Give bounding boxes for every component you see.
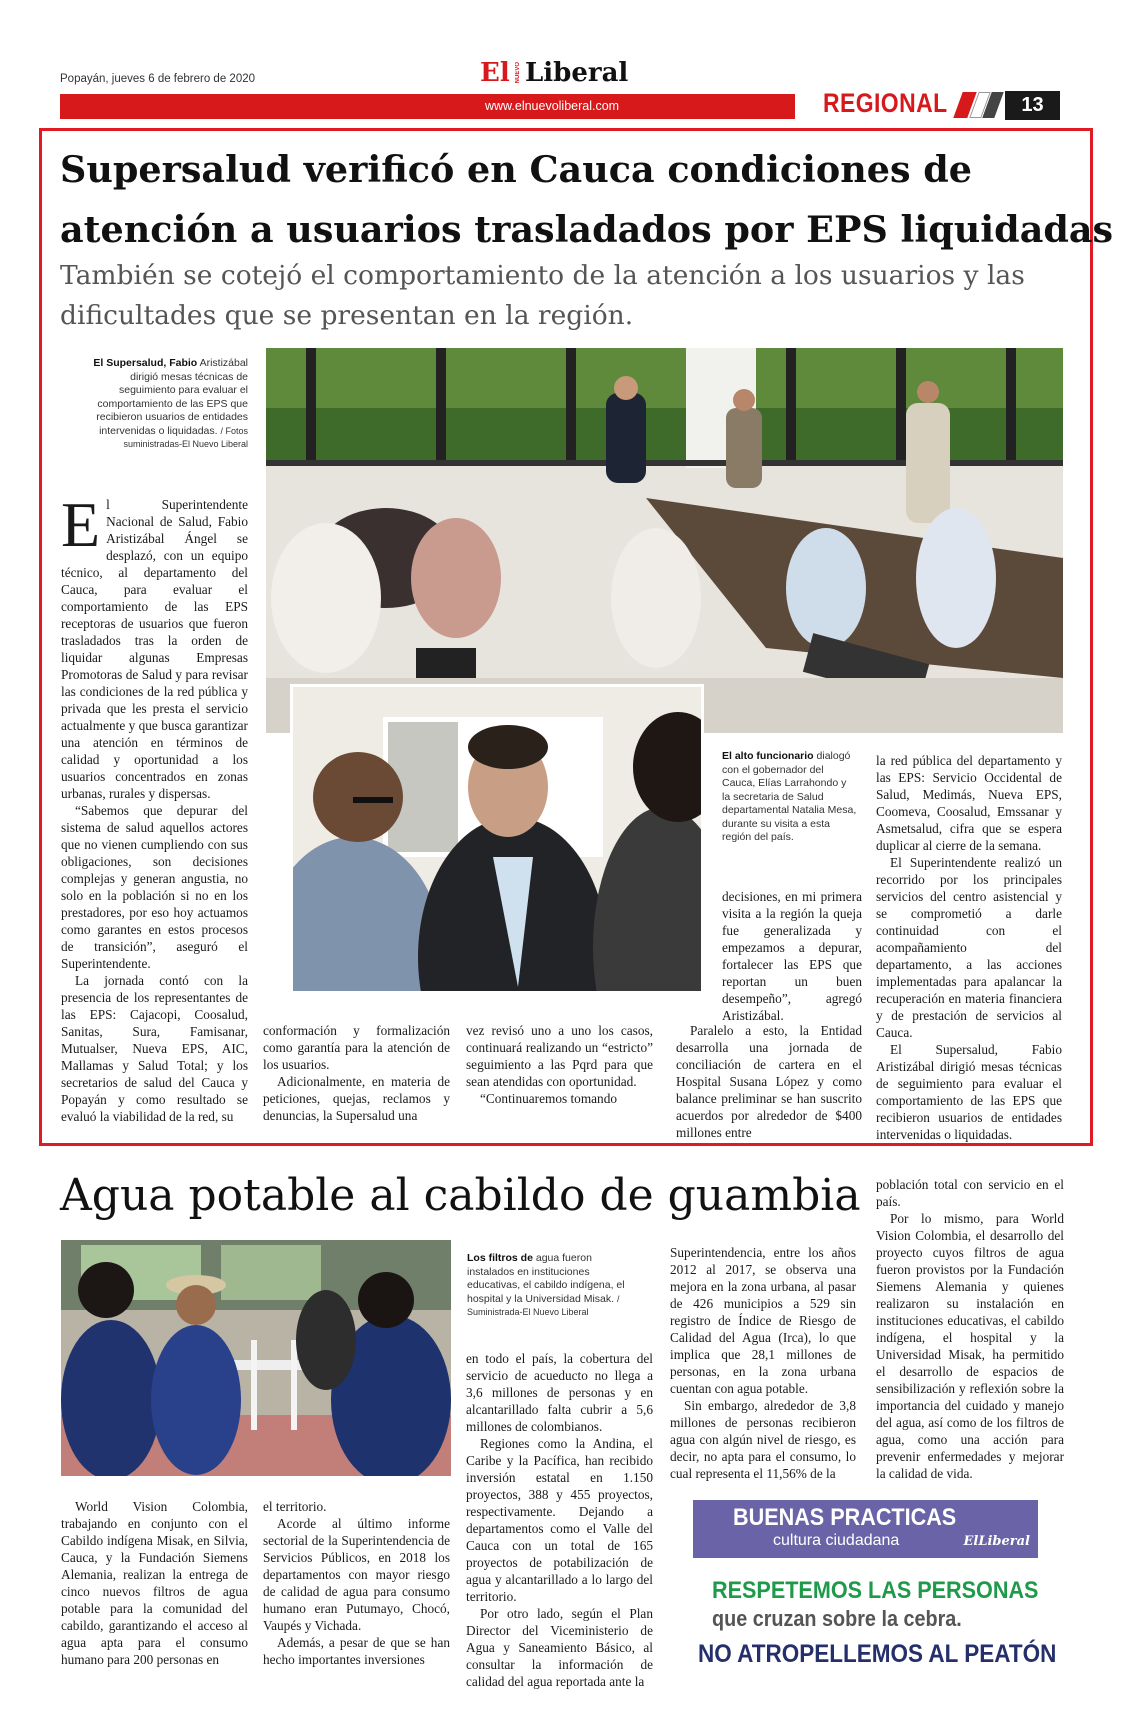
paragraph: población total con servicio en el país.: [876, 1177, 1064, 1209]
article1-column-1: [61, 489, 248, 1125]
page-number: 13: [1005, 91, 1060, 120]
caption-credit: / Suministrada-El Nuevo Liberal: [467, 1293, 620, 1317]
paragraph: El Superintendente realizó un recorrido por los principales servicios del centro asistencial y se comprometió a darle continuidad con el acompañamiento del departamento, a las acciones implementadas para apalancar la recuperación en materia financiera y de prestación de servicios al Cauca.: [876, 855, 1062, 1040]
headline-line-2: atención a usuarios trasladados por EPS liquidadas: [60, 208, 1114, 251]
paragraph: Por lo mismo, para World Vision Colombia, el desarrollo del proyecto cuyos filtros de agua fueron provistos por la Fundación Siemens Alemania y quienes realizaron su instalación en instituciones educativas, el cabildo indígena, el hospital y la Universidad Misak, ha permitido el desarrollo de espacios de sensibilización y reflexión sobre la importancia del cuidado y manejo del agua, así como de los filtros de agua, como una acción para prevenir enfermedades y mejorar la calidad de vida.: [876, 1211, 1064, 1481]
caption-text: agua fueron instalados en instituciones educativas, el cabildo indígena, el hospital y la Universidad Misak.: [467, 1252, 625, 1305]
header-red-bar: [60, 94, 795, 119]
caption-text: dialogó con el gobernador del Cauca, Elías Larrahondo y la secretaria de Salud departamental Natalia Mesa, durante su visita a esta región del país.: [722, 750, 857, 843]
article1-column-3: [466, 1022, 653, 1107]
ad-line-1: RESPETEMOS LAS PERSONAS: [712, 1577, 1039, 1604]
photo-caption-water: [467, 1252, 632, 1320]
article1-column-2: [263, 1022, 450, 1124]
paragraph: Superintendencia, entre los años 2012 al 2017, se observa una mejora en la zona urbana, al pasar de 426 municipios a 529 sin registro de Índice de Riesgo de Calidad del Agua (Irca), lo que implica que 28,1 millones de personas, en la zona urbana cuentan con agua potable.: [670, 1245, 856, 1396]
paragraph: Regiones como la Andina, el Caribe y la Pacífica, han recibido inversión estatal en 1.150 proyectos, 388 y 455 proyectos, respectivamente. Dejando a departamentos como el Valle del Cauca con un total de 165 proyectos de potabilización de agua y alcantarillado a lo largo del territorio.: [466, 1436, 653, 1604]
masthead-logo[interactable]: [480, 60, 645, 90]
paragraph: Paralelo a esto, la Entidad desarrolla una jornada de conciliación de cartera en el Hospital Susana López y como balance preliminar se han suscrito acuerdos por alrededor de $400 millones entre: [676, 1023, 862, 1140]
logo-liberal: Liberal: [525, 58, 629, 88]
dateline: Popayán, jueves 6 de febrero de 2020: [60, 73, 256, 85]
drop-cap: E: [61, 489, 101, 560]
logo-nuevo: NUEVO: [515, 62, 521, 84]
article2-column-4: [670, 1244, 856, 1482]
paragraph: vez revisó uno a uno los casos, continuará realizando un “estricto” seguimiento a las Pqrd para que sean atendidas con oportunidad.: [466, 1023, 653, 1089]
article2-column-1: [61, 1498, 248, 1668]
ad-line-3: NO ATROPELLEMOS AL PEATÓN: [698, 1640, 1057, 1668]
ad-line-2: que cruzan sobre la cebra.: [712, 1606, 962, 1631]
paragraph: Acorde al último informe sectorial de la Superintendencia de Servicios Públicos, en 2018 los departamentos con mayor riesgo de calidad de agua para consumo humano eran Putumayo, Chocó, Vaupés y Vichada.: [263, 1516, 450, 1633]
article2-column-2: [263, 1498, 450, 1668]
subhead-line-1: También se cotejó el comportamiento de la atención a los usuarios y las: [60, 260, 1025, 291]
article-headline: [60, 140, 1113, 260]
caption-bold: Los filtros de: [467, 1252, 533, 1264]
photo-caption-officials: [722, 750, 857, 845]
subhead-line-2: dificultades que se presentan en la región.: [60, 300, 634, 331]
headline-line-1: Supersalud verificó en Cauca condiciones de: [60, 148, 973, 191]
paragraph: Además, a pesar de que se han hecho importantes inversiones: [263, 1635, 450, 1667]
paragraph: en todo el país, la cobertura del servicio de acueducto no llega a 3,6 millones de personas y en alcantarillado falta cubrir a 5,6 millones de colombianos.: [466, 1351, 653, 1434]
meeting-photo: [266, 348, 1063, 733]
photo-caption-meeting: [88, 357, 248, 452]
ad-title: BUENAS PRACTICAS: [733, 1504, 957, 1531]
paragraph: “Continuaremos tomando: [480, 1091, 618, 1106]
ad-logo: ElLiberal: [963, 1534, 1030, 1549]
ad-banner[interactable]: [693, 1500, 1038, 1558]
article1-column-4: [722, 888, 862, 1024]
paragraph: El Supersalud, Fabio Aristizábal dirigió mesas técnicas de seguimiento para evaluar el comportamiento de las EPS que recibieron usuarios de entidades intervenidas o liquidadas.: [876, 1042, 1062, 1142]
caption-bold: El alto funcionario: [722, 750, 814, 762]
article-subhead: [60, 256, 1025, 336]
water-filter-photo: [61, 1240, 451, 1476]
ad-subtitle: cultura ciudadana: [773, 1532, 900, 1549]
section-stripes: [958, 90, 1003, 120]
paragraph: World Vision Colombia, trabajando en conjunto con el Cabildo indígena Misak, en Silvia, Cauca, y la Fundación Siemens Alemania, realizan la entrega de cinco nuevos filtros de agua potable para la comunidad del cabildo, garantizando el acceso al agua apta para el consumo humano para 200 personas en: [61, 1499, 248, 1667]
paragraph: Sin embargo, alrededor de 3,8 millones de personas recibieron agua con algún nivel de riesgo, es decir, no apta para el consumo, lo cual representa el 11,56% de la: [670, 1398, 856, 1481]
website-url[interactable]: www.elnuevoliberal.com: [485, 99, 620, 113]
caption-bold: El Supersalud, Fabio: [93, 357, 198, 369]
paragraph: Adicionalmente, en materia de peticiones, quejas, reclamos y denuncias, la Supersalud una: [263, 1074, 450, 1123]
logo-el: El: [480, 58, 510, 88]
article2-column-5: [876, 1176, 1064, 1482]
article1-column-4b: [676, 1022, 862, 1141]
article1-column-5: [876, 752, 1062, 1143]
paragraph: La jornada contó con la presencia de los representantes de las EPS: Cajacopi, Coosalud, Sanitas, Sura, Famisanar, Mutualser, Nueva EPS, AIC, Mallamas y Salud Total; y los secretarios de salud del Cauca y Popayán y como resultado se evaluó la viabilidad de la red, su: [61, 973, 248, 1124]
article2-headline: Agua potable al cabildo de guambia: [60, 1170, 861, 1221]
caption-credit: / Fotos suministradas-El Nuevo Liberal: [123, 425, 248, 449]
officials-photo: [290, 684, 704, 994]
section-label: REGIONAL: [823, 88, 948, 118]
paragraph: conformación y formalización como garantía para la atención de los usuarios.: [263, 1023, 450, 1072]
caption-text: Aristizábal dirigió mesas técnicas de seguimiento para evaluar el comportamiento de las EPS que recibieron usuarios de entidades intervenidas o liquidadas.: [96, 357, 248, 437]
paragraph: “Sabemos que depurar del sistema de salud aquellos actores que no vienen cumpliendo con sus obligaciones, son decisiones complejas y generan angustia, no solo en la población si no en los prestadores, por eso hoy actuamos como garantes en estos procesos de transición”, aseguró el Superintendente.: [61, 803, 248, 971]
article2-column-3: [466, 1350, 653, 1690]
paragraph: l Superintendente Nacional de Salud, Fabio Aristizábal Ángel se desplazó, con un equipo técnico, al departamento del Cauca, para evaluar el comportamiento de las EPS receptoras de usuarios que fueron trasladados tras la orden de liquidar algunas Empresas Promotoras de Salud y para revisar las condiciones de la red pública y privada que les presta el servicio actualmente y que busca garantizar una atención en términos de calidad y oportunidad a los usuarios concentrados en zonas urbanas, rurales y dispersas.: [61, 497, 248, 801]
paragraph: la red pública del departamento y las EPS: Servicio Occidental de Salud, Medimás, Nueva EPS, Coomeva, Coosalud, Emssanar y Asmetsalud, cifra que se espera duplicar al cierre de la semana.: [876, 753, 1062, 853]
paragraph: el territorio.: [263, 1499, 327, 1514]
paragraph: decisiones, en mi primera visita a la región la queja fue generalizada y empezamos a depurar, fortalecer las EPS que reportan un buen desempeño”, agregó Aristizábal.: [722, 889, 862, 1023]
paragraph: Por otro lado, según el Plan Director del Viceministerio de Agua y Saneamiento Básico, al consultar la información de calidad del agua reportada ante la: [466, 1606, 653, 1689]
